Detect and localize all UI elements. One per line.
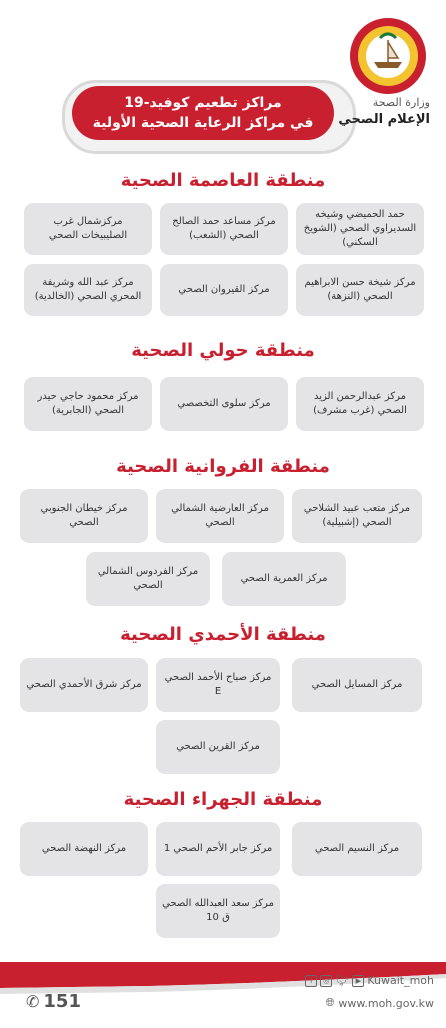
center-card: مركز صباح الأحمد الصحي E xyxy=(156,658,280,712)
header xyxy=(0,0,446,160)
center-card: مركز المسايل الصحي xyxy=(292,658,422,712)
center-card: مركزشمال غرب الصليبيخات الصحي xyxy=(24,203,152,255)
center-card: مركز شيخة حسن الابراهيم الصحي (النزهة) xyxy=(296,264,424,316)
social-handle[interactable]: Kuwait_moh xyxy=(367,974,434,987)
center-card: مركز الفردوس الشمالي الصحي xyxy=(86,552,210,606)
center-card: مركز شرق الأحمدي الصحي xyxy=(20,658,148,712)
center-card: مركز سعد العبدالله الصحي ق 10 xyxy=(156,884,280,938)
website-link[interactable] xyxy=(326,996,434,1010)
title-line-2: في مراكز الرعاية الصحية الأولية xyxy=(92,115,314,131)
instagram-icon[interactable]: ◎ xyxy=(320,975,332,987)
center-card: مركز النهضة الصحي xyxy=(20,822,148,876)
facebook-icon[interactable]: f xyxy=(305,975,317,987)
center-card: مركز جابر الأحم الصحي 1 xyxy=(156,822,280,876)
title-banner xyxy=(72,86,334,140)
social-links xyxy=(305,974,434,987)
website-url[interactable]: www.moh.gov.kw xyxy=(338,996,434,1010)
center-card: مركز عبد الله وشريفة المحري الصحي (الخالدية) xyxy=(24,264,152,316)
center-card: حمد الحميضي وشيخه السديراوي الصحي (الشويخ السكني) xyxy=(296,203,424,255)
center-card: مركز محمود حاجي حيدر الصحي (الجابرية) xyxy=(24,377,152,431)
region-title-farwaniya: منطقة الفروانية الصحية xyxy=(116,456,330,477)
ministry-name: وزارة الصحة xyxy=(372,96,430,109)
center-card: مركز العمرية الصحي xyxy=(222,552,346,606)
region-title-ahmadi: منطقة الأحمدي الصحية xyxy=(120,624,326,645)
region-title-jahra: منطقة الجهراء الصحية xyxy=(123,789,323,810)
phone-icon: ✆ xyxy=(26,992,40,1011)
ministry-emblem-icon xyxy=(350,18,426,94)
center-card: مركز عبدالرحمن الزيد الصحي (غرب مشرف) xyxy=(296,377,424,431)
center-card: مركز متعب عبيد الشلاحي الصحي (إشبيلية) xyxy=(292,489,422,543)
center-card: مركز خيطان الجنوبي الصحي xyxy=(20,489,148,543)
title-line-1: مراكز تطعيم كوفيد-19 xyxy=(124,95,282,111)
youtube-icon[interactable]: ▶ xyxy=(352,975,364,987)
center-card: مركز النسيم الصحي xyxy=(292,822,422,876)
center-card: مركز سلوى التخصصي xyxy=(160,377,288,431)
region-title-capital: منطقة العاصمة الصحية xyxy=(120,170,326,191)
center-card: مركز العارضية الشمالي الصحي xyxy=(156,489,284,543)
twitter-icon[interactable]: 🐦︎ xyxy=(335,974,350,987)
hotline[interactable] xyxy=(26,991,81,1012)
center-card: مركز مساعد حمد الصالح الصحي (الشعب) xyxy=(160,203,288,255)
hotline-number[interactable]: 151 xyxy=(43,991,81,1012)
department-name: الإعلام الصحي xyxy=(338,112,430,127)
globe-icon: 🌐︎ xyxy=(325,996,335,1009)
center-card: مركز القرين الصحي xyxy=(156,720,280,774)
center-card: مركز القيروان الصحي xyxy=(160,264,288,316)
region-title-hawalli: منطقة حولي الصحية xyxy=(131,340,315,361)
